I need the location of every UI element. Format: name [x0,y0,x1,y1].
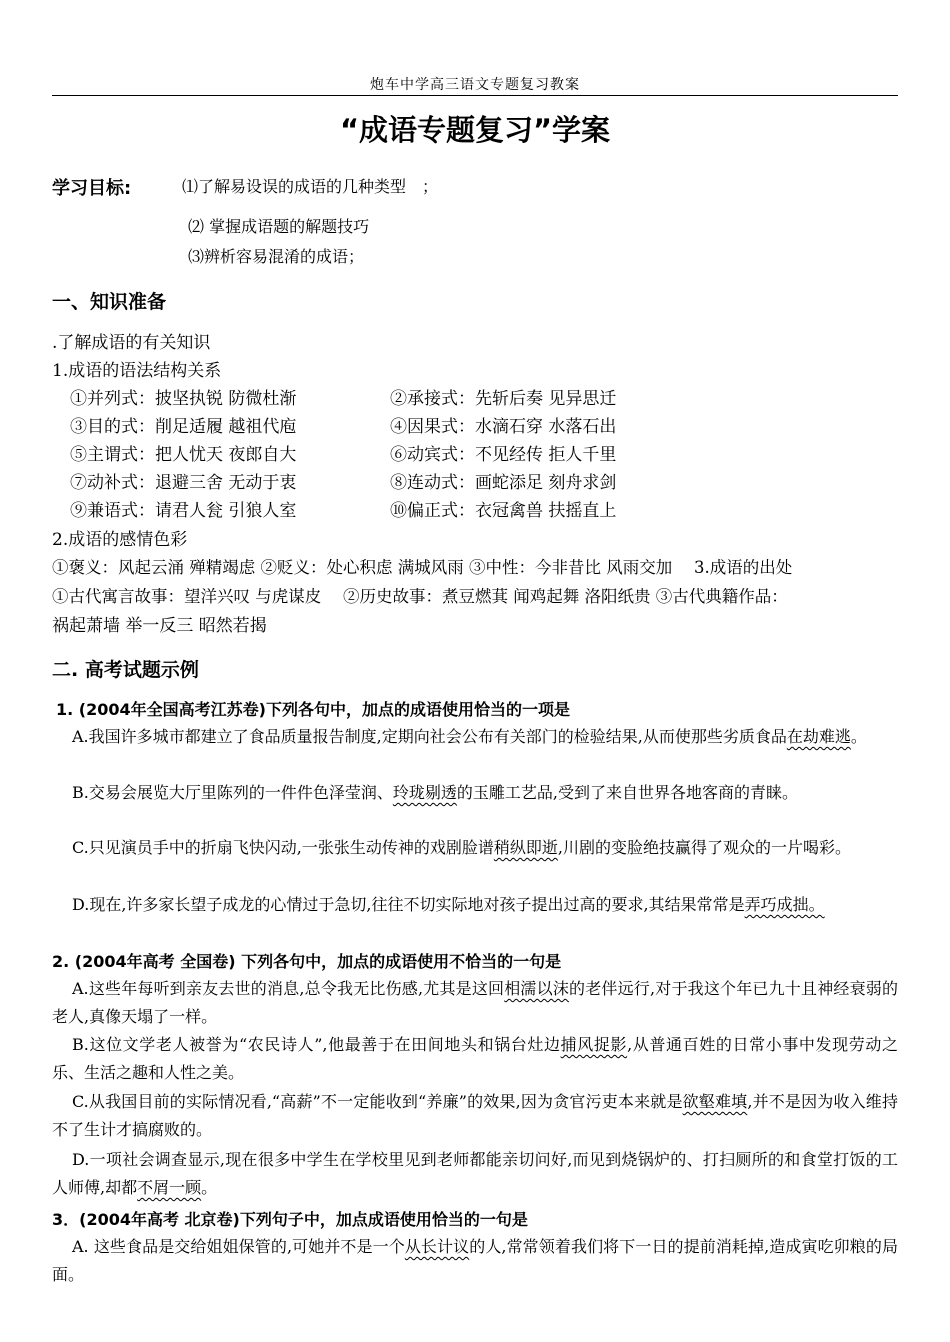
subheading-emotion: 2.成语的感情色彩 [52,530,188,550]
grammar-item: ⑤主谓式：把人忧天 夜郎自大 [70,445,297,465]
question-stem: 1. (2004年全国高考江苏卷)下列各句中，加点的成语使用恰当的一项是 [56,700,570,719]
grammar-item: ①并列式：披坚执锐 防微杜渐 [70,389,297,409]
marked-idiom: 欲壑难填 [682,1092,748,1111]
grammar-item: ⑥动宾式：不见经传 拒人千里 [390,445,617,465]
option-text: D.现在,许多家长望子成龙的心情过于急切,往往不切实际地对孩子提出过高的要求,其结果常常是 [72,895,745,914]
option-text: ,从普通百姓的日常小事中发现劳动之乐、生活之趣和人性之美。 [52,1035,898,1082]
option-text: D.一项社会调查显示,现在很多中学生在学校里见到老师都能亲切问好,而见到烧锅炉的、打扫厕所的和食堂打饭的工人师傅,却都 [52,1150,898,1197]
option-d [52,891,898,919]
question-stem: 2. (2004年高考 全国卷) 下列各句中，加点的成语使用不恰当的一句是 [52,952,562,971]
option-b [52,779,898,807]
grammar-item: ⑧连动式：画蛇添足 刻舟求剑 [390,473,617,493]
marked-idiom: 捕风捉影 [560,1035,628,1054]
grammar-item: ③目的式：削足适履 越祖代庖 [70,417,297,437]
option-text: ,并不是因为收入维持不了生计才搞腐败的。 [52,1092,898,1139]
emotion-line: ①褒义：风起云涌 殚精竭虑 ②贬义：处心积虑 满城风雨 ③中性：今非昔比 风雨交加 3.成语的出处 [52,558,793,577]
question-stem: 3．(2004年高考 北京卷)下列句子中，加点成语使用恰当的一句是 [52,1210,528,1229]
objective-item: ⑶辨析容易混淆的成语； [188,247,365,266]
objective-item: ⑵ 掌握成语题的解题技巧 [188,217,370,236]
objective-item: ⑴了解易设误的成语的几种类型 ； [182,177,439,196]
option-d [52,1146,898,1202]
option-a [52,1233,898,1289]
option-text: C.从我国目前的实际情况看,“高薪”不一定能收到“养廉”的效果,因为贪官污吏本来就是 [72,1092,683,1111]
option-text: B.交易会展览大厅里陈列的一件件色泽莹润、 [72,783,393,802]
option-text: A.我国许多城市都建立了食品质量报告制度,定期向社会公布有关部门的检验结果,从而使那些劣质食品 [72,727,787,746]
origin-line: ①古代寓言故事：望洋兴叹 与虎谋皮 ②历史故事：煮豆燃萁 闻鸡起舞 洛阳纸贵 ③古代典籍作品： [52,587,788,606]
grammar-item: ②承接式：先斩后奏 见异思迁 [390,389,617,409]
marked-idiom: 弄巧成拙。 [744,895,825,914]
header-rule [52,95,898,96]
page-header: 炮车中学高三语文专题复习教案 [370,77,580,93]
option-text: C.只见演员手中的折扇飞快闪动,一张张生动传神的戏剧脸谱 [72,838,494,857]
grammar-item: ⑩偏正式：衣冠禽兽 扶摇直上 [390,501,617,521]
subheading-grammar: 1.成语的语法结构关系 [52,361,222,381]
section-heading-knowledge: 一、知识准备 [52,291,167,313]
section-intro: .了解成语的有关知识 [52,333,211,353]
objectives-label: 学习目标: [52,178,132,199]
marked-idiom: 相濡以沫 [504,979,570,998]
option-c [52,834,898,862]
marked-idiom: 在劫难逃 [786,727,851,746]
option-text: 的人,常常领着我们将下一日的提前消耗掉,造成寅吃卯粮的局面。 [52,1237,898,1284]
origin-line: 祸起萧墙 举一反三 昭然若揭 [52,616,267,636]
option-text: ,川剧的变脸绝技赢得了观众的一片喝彩。 [557,838,851,857]
option-text: 。 [850,727,867,746]
option-text: 的玉雕工艺品,受到了来自世界各地客商的青睐。 [456,783,798,802]
grammar-item: ⑨兼语式：请君人瓮 引狼人室 [70,501,297,521]
option-a [52,723,898,751]
option-a [52,975,898,1031]
marked-idiom: 不屑一顾 [137,1178,202,1197]
option-text: 的老伴远行,对于我这个年已九十且神经衰弱的老人,真像天塌了一样。 [52,979,898,1026]
option-b [52,1031,898,1087]
marked-idiom: 从长计议 [404,1237,470,1256]
option-text: A.这些年每听到亲友去世的消息,总令我无比伤感,尤其是这回 [72,979,505,998]
grammar-item: ④因果式：水滴石穿 水落石出 [390,417,617,437]
option-text: B.这位文学老人被誉为“农民诗人”,他最善于在田间地头和锅台灶边 [72,1035,561,1054]
page-title: “成语专题复习”学案 [339,113,611,147]
marked-idiom: 稍纵即逝 [493,838,558,857]
marked-idiom: 玲珑剔透 [392,783,457,802]
option-c [52,1088,898,1144]
grammar-item: ⑦动补式：退避三舍 无动于衷 [70,473,297,493]
section-heading-exam: 二. 高考试题示例 [52,659,199,681]
option-text: 。 [201,1178,218,1197]
option-text: A. 这些食品是交给姐姐保管的,可她并不是一个 [72,1237,405,1256]
